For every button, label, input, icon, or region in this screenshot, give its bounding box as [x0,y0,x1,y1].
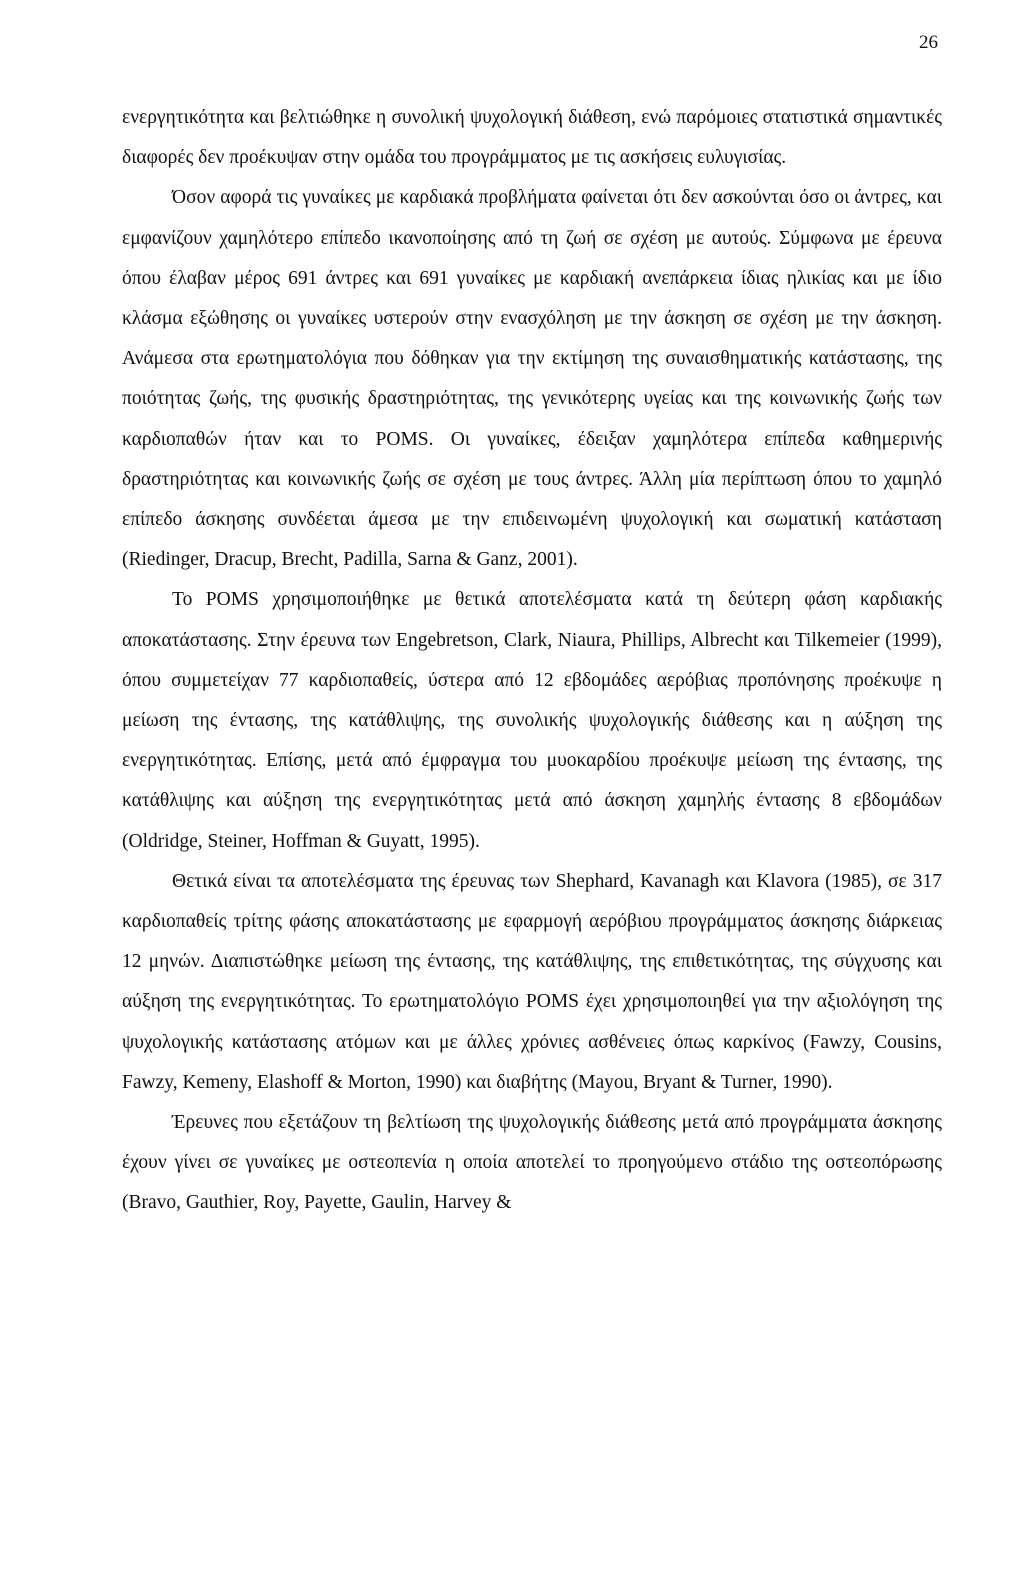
document-body [122,98,942,1224]
paragraph-5: Έρευνες που εξετάζουν τη βελτίωση της ψυχολογικής διάθεσης μετά από προγράμματα άσκησης έχουν γίνει σε γυναίκες με οστεοπενία η οποία αποτελεί το προηγούμενο στάδιο της οστεοπόρωσης (Bravo, Gauthier, Roy, Payette, Gaulin, Harvey & [122,1112,942,1214]
paragraph-3: Το POMS χρησιμοποιήθηκε με θετικά αποτελέσματα κατά τη δεύτερη φάση καρδιακής αποκατάστασης. Στην έρευνα των Engebretson, Clark, Niaura, Phillips, Albrecht και Tilkemeier (1999), όπου συμμετείχαν 77 καρδιοπαθείς, ύστερα από 12 εβδομάδες αερόβιας προπόνησης προέκυψε η μείωση της έντασης, της κατάθλιψης, της συνολικής ψυχολογικής διάθεσης και η αύξηση της ενεργητικότητας. Επίσης, μετά από έμφραγμα του μυοκαρδίου προέκυψε μείωση της έντασης, της κατάθλιψης και αύξηση της ενεργητικότητας μετά από άσκηση χαμηλής έντασης 8 εβδομάδων (Oldridge, Steiner, Hoffman & Guyatt, 1995). [122,589,942,852]
paragraph-2: Όσον αφορά τις γυναίκες με καρδιακά προβλήματα φαίνεται ότι δεν ασκούνται όσο οι άντρες, και εμφανίζουν χαμηλότερο επίπεδο ικανοποίησης από τη ζωή σε σχέση με αυτούς. Σύμφωνα με έρευνα όπου έλαβαν μέρος 691 άντρες και 691 γυναίκες με καρδιακή ανεπάρκεια ίδιας ηλικίας και με ίδιο κλάσμα εξώθησης οι γυναίκες υστερούν στην ενασχόληση με την άσκηση σε σχέση με την άσκηση. Ανάμεσα στα ερωτηματολόγια που δόθηκαν για την εκτίμηση της συναισθηματικής κατάστασης, της ποιότητας ζωής, της φυσικής δραστηριότητας, της γενικότερης υγείας και της κοινωνικής ζωής των καρδιοπαθών ήταν και το POMS. Οι γυναίκες, έδειξαν χαμηλότερα επίπεδα καθημερινής δραστηριότητας και κοινωνικής ζωής σε σχέση με τους άντρες. Άλλη μία περίπτωση όπου το χαμηλό επίπεδο άσκησης συνδέεται άμεσα με την επιδεινωμένη ψυχολογική και σωματική κατάσταση (Riedinger, Dracup, Brecht, Padilla, Sarna & Ganz, 2001). [122,187,942,571]
paragraph-4: Θετικά είναι τα αποτελέσματα της έρευνας των Shephard, Kavanagh και Klavora (1985), σε 317 καρδιοπαθείς τρίτης φάσης αποκατάστασης με εφαρμογή αερόβιου προγράμματος άσκησης διάρκειας 12 μηνών. Διαπιστώθηκε μείωση της έντασης, της κατάθλιψης, της επιθετικότητας, της σύγχυσης και αύξηση της ενεργητικότητας. Το ερωτηματολόγιο POMS έχει χρησιμοποιηθεί για την αξιολόγηση της ψυχολογικής κατάστασης ατόμων και με άλλες χρόνιες ασθένειες όπως καρκίνος (Fawzy, Cousins, Fawzy, Kemeny, Elashoff & Morton, 1990) και διαβήτης (Mayou, Bryant & Turner, 1990). [122,870,942,1093]
paragraph-1: ενεργητικότητα και βελτιώθηκε η συνολική ψυχολογική διάθεση, ενώ παρόμοιες στατιστικά σημαντικές διαφορές δεν προέκυψαν στην ομάδα του προγράμματος με τις ασκήσεις ευλυγισίας. [122,107,942,169]
page-number: 26 [919,32,938,53]
